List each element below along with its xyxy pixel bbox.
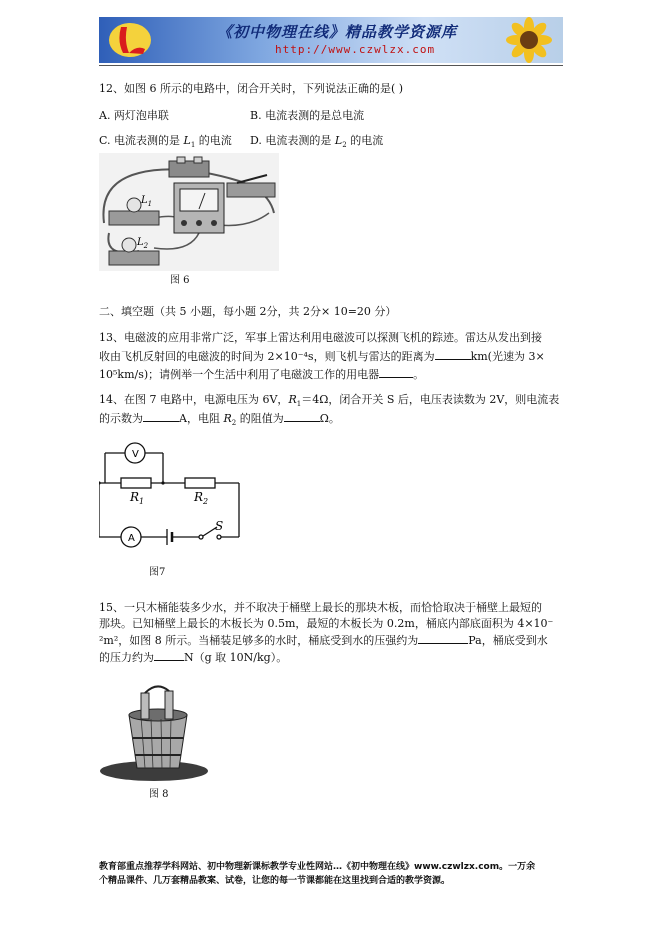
q14-line-2: 的示数为 A，电阻 $R_2$ 的阻值为 Ω。 [99, 412, 340, 428]
figure-6-label-l1: $L_1$ [141, 195, 153, 208]
q12-stem: 12、如图 6 所示的电路中，闭合开关时，下列说法正确的是( ) [99, 82, 404, 95]
q12-option-b: B. 电流表测的是总电流 [250, 109, 365, 122]
figure-7-switch-label: S [215, 519, 224, 533]
figure-6-caption: 图 6 [170, 275, 190, 286]
q15-line-2: 那块。已知桶壁上最长的木板长为 0.5m，最短的木板长为 0.2m，桶底内部底面积为 4×10⁻ [99, 617, 554, 630]
site-url[interactable]: http://www.czwlzx.com [275, 43, 436, 56]
figure-7-voltmeter-label: V [132, 449, 139, 460]
q15-blank-pressure[interactable] [418, 633, 468, 644]
section-2-heading: 二、填空题（共 5 小题，每小题 2分，共 2分× 10=20 分） [99, 305, 397, 318]
q13-line-1: 13、电磁波的应用非常广泛，军事上雷达利用电磁波可以探测飞机的踪迹。雷达从发出到接 [99, 331, 542, 344]
header-rule [99, 65, 563, 66]
figure-7-r1-label: $R_1$ [130, 490, 145, 506]
figure-6-circuit-photo [99, 153, 279, 271]
figure-6-label-l2: $L_2$ [137, 237, 149, 250]
q13-line-3: 10⁵km/s)；请例举一个生活中利用了电磁波工作的用电器 。 [99, 368, 425, 381]
q15-line-1: 15、一只木桶能装多少水，并不取决于桶壁上最长的那块木板，而恰恰取决于桶壁上最短的 [99, 601, 542, 614]
footer-line-2: 个精品课件、几万套精品教案、试卷，让您的每一节课都能在这里找到合适的教学资源。 [99, 876, 451, 886]
q14-blank-resistance[interactable] [284, 411, 320, 422]
page-footer [99, 860, 563, 888]
figure-8-caption: 图 8 [149, 789, 169, 800]
q14-line-1: 14、在图 7 电路中，电源电压为 6V，$R_1=4\Omega$，闭合开关 S 后，电压表读数为 2V，则电流表 [99, 393, 560, 409]
q14-blank-current[interactable] [143, 411, 179, 422]
q12-option-a: A. 两灯泡串联 [99, 109, 169, 122]
q12-option-c: C. 电流表测的是 $L_1$ 的电流 [99, 134, 232, 150]
figure-7-caption: 图7 [149, 567, 166, 578]
q15-blank-force[interactable] [154, 650, 184, 661]
q13-line-2: 收由飞机反射回的电磁波的时间为 2×10⁻⁴s，则飞机与雷达的距离为 km(光速为 3× [99, 350, 545, 363]
site-logo-icon [107, 21, 153, 59]
figure-7-circuit-diagram [99, 438, 243, 552]
q15-line-3: ²m²，如图 8 所示。当桶装足够多的水时，桶底受到水的压强约为 Pa，桶底受到水 [99, 634, 548, 647]
figure-8-wooden-bucket [99, 683, 219, 783]
header-banner [99, 17, 563, 63]
figure-7-ammeter-label: A [128, 533, 135, 544]
q12-option-d: D. 电流表测的是 $L_2$ 的电流 [250, 134, 384, 150]
q13-blank-distance[interactable] [435, 349, 471, 360]
footer-line-1: 教育部重点推荐学科网站、初中物理新课标教学专业性网站…《初中物理在线》www.czwlzx.com。一万余 [99, 862, 536, 872]
figure-7-r2-label: $R_2$ [194, 490, 209, 506]
q15-line-4: 的压力约为 N（g 取 10N/kg）。 [99, 651, 288, 664]
sunflower-icon [499, 17, 559, 63]
site-title: 《初中物理在线》精品教学资源库 [217, 23, 458, 41]
q13-blank-appliance[interactable] [379, 367, 413, 378]
